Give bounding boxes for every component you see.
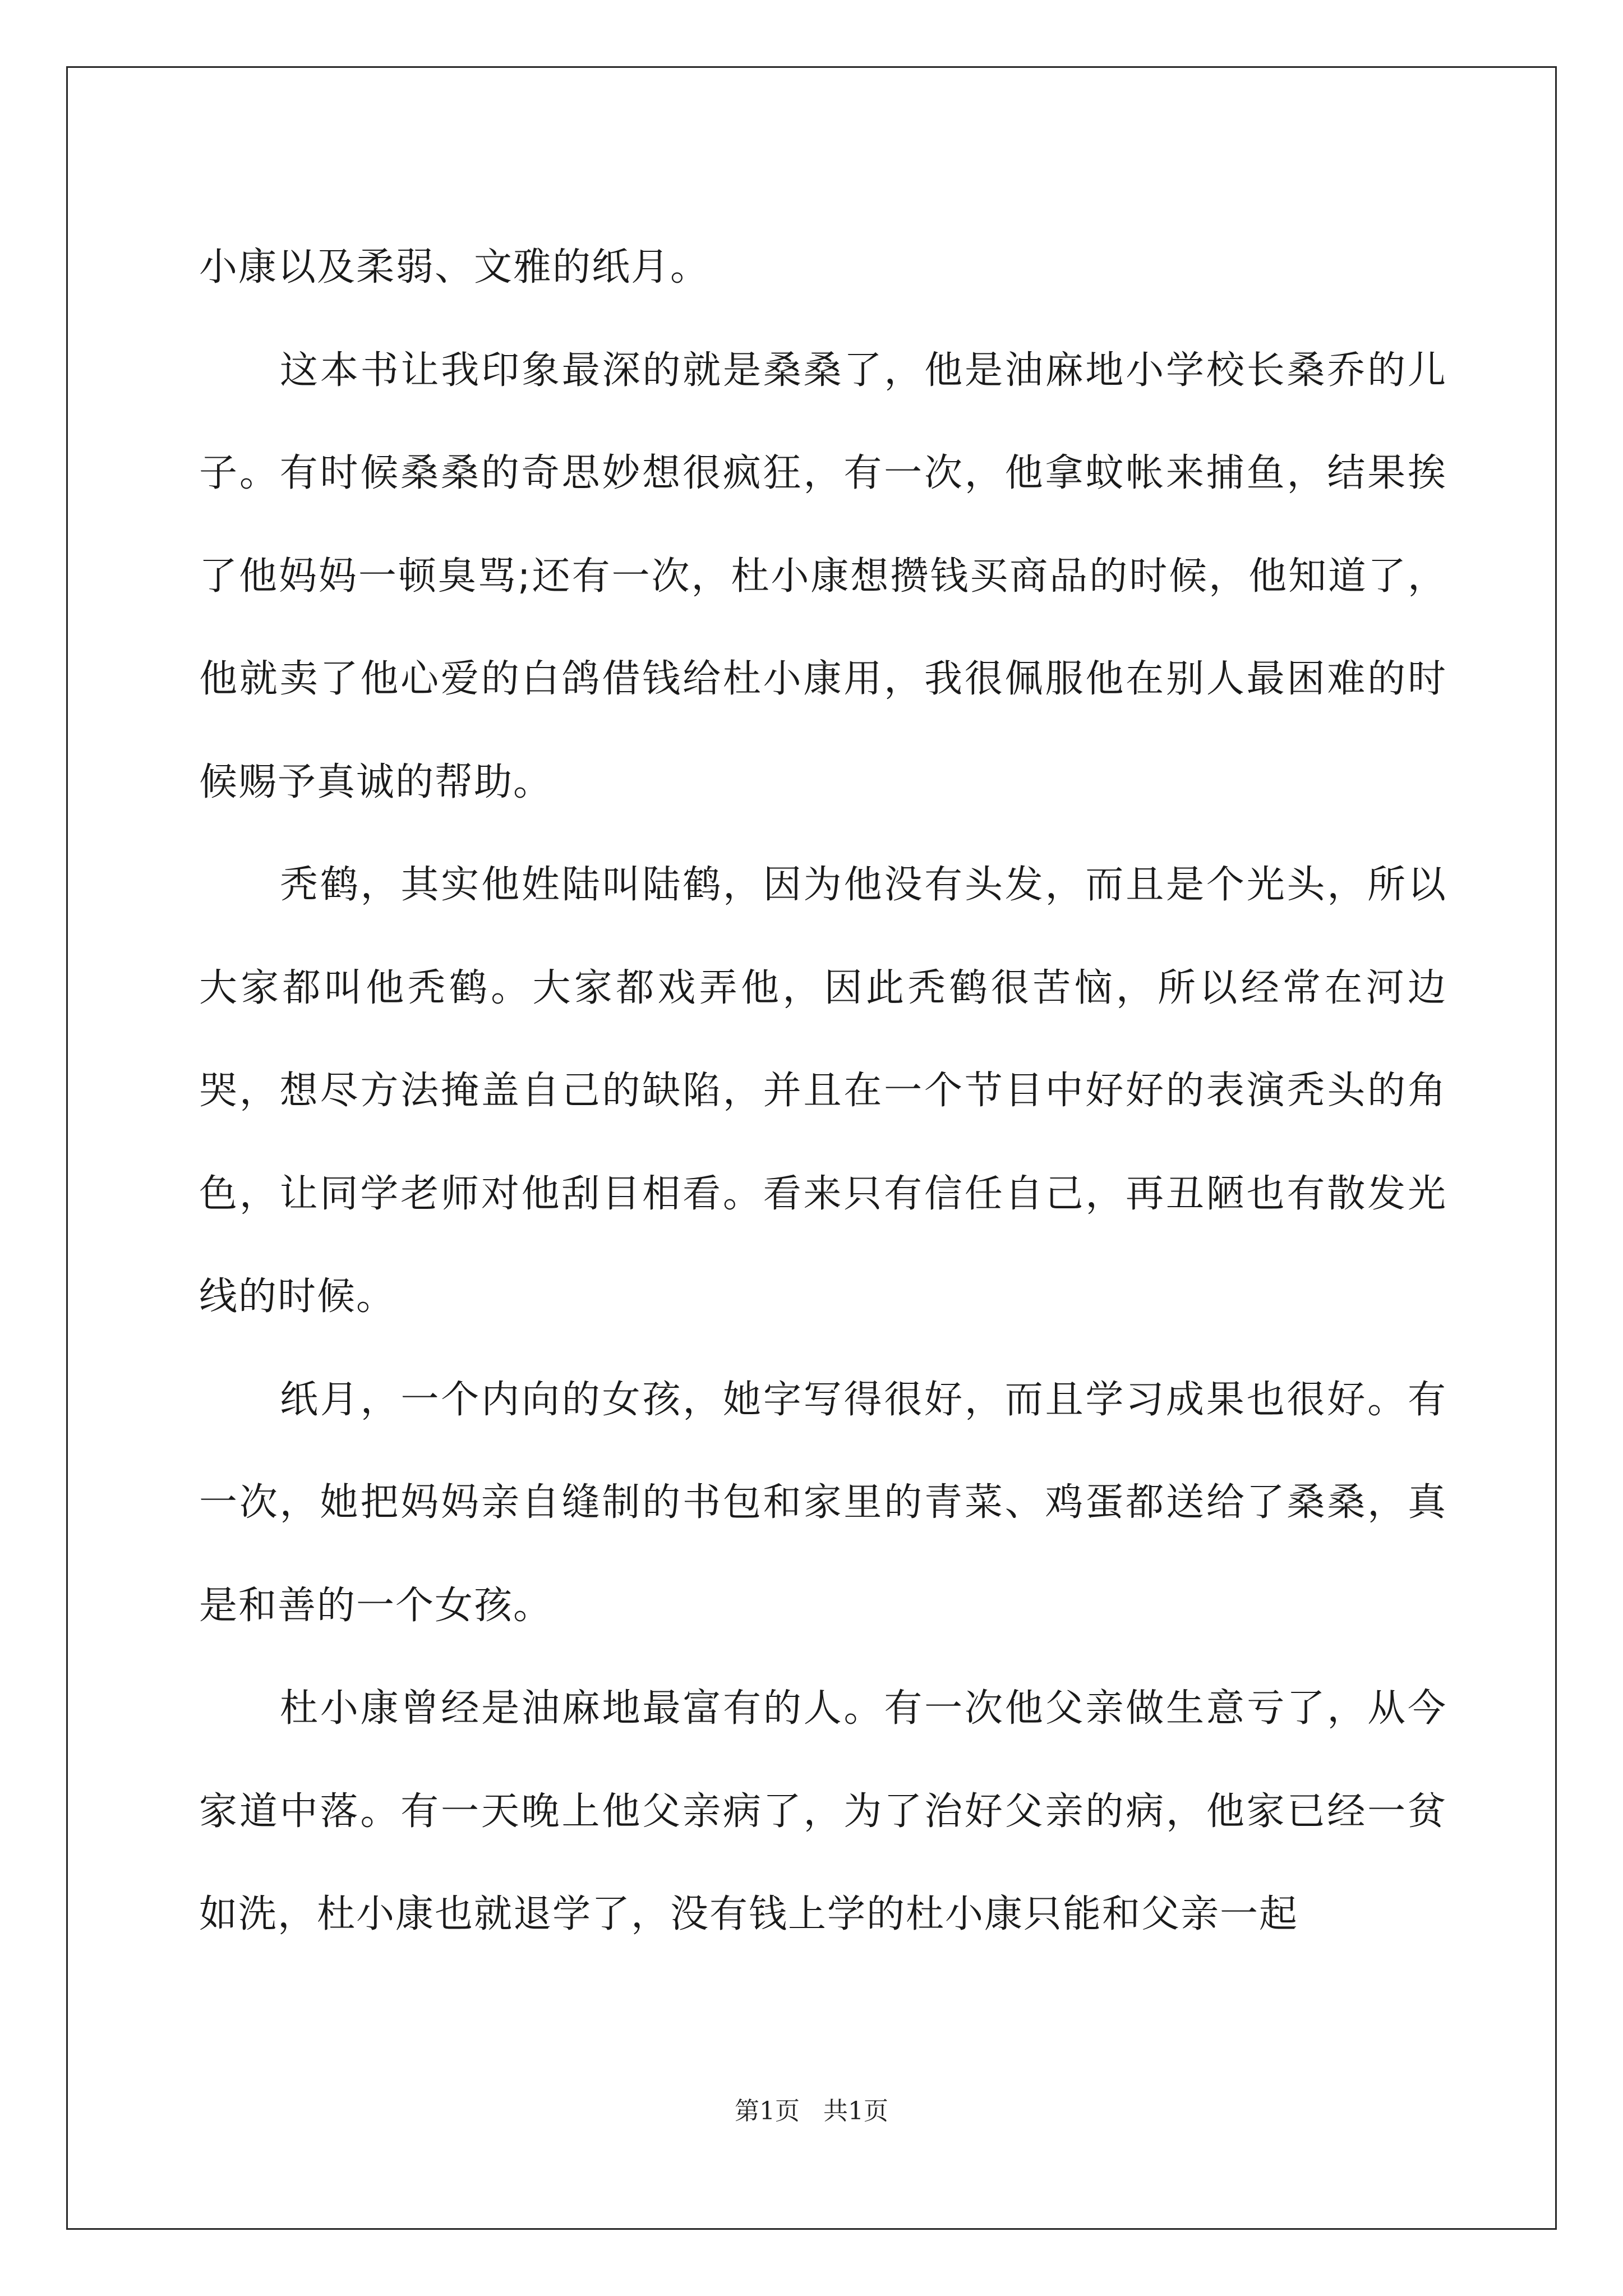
paragraph-2: 这本书让我印象最深的就是桑桑了，他是油麻地小学校长桑乔的儿子。有时候桑桑的奇思妙想很疯狂，有一次，他拿蚊帐来捕鱼，结果挨了他妈妈一顿臭骂;还有一次，杜小康想攒钱买商品的时候，他知道了，他就卖了他心爱的白鸽借钱给杜小康用，我很佩服他在别人最困难的时候赐予真诚的帮助。 xyxy=(199,348,1447,804)
paragraph-1: 小康以及柔弱、文雅的纸月。 xyxy=(199,245,710,289)
paragraph-3: 秃鹤，其实他姓陆叫陆鹤，因为他没有头发，而且是个光头，所以大家都叫他秃鹤。大家都戏弄他，因此秃鹤很苦恼，所以经常在河边哭，想尽方法掩盖自己的缺陷，并且在一个节目中好好的表演秃头的角色，让同学老师对他刮目相看。看来只有信任自己，再丑陋也有散发光线的时候。 xyxy=(199,863,1447,1319)
document-body xyxy=(199,216,1447,1966)
page-number-footer: 第1页 共1页 xyxy=(735,2097,888,2125)
paragraph-5: 杜小康曾经是油麻地最富有的人。有一次他父亲做生意亏了，从今家道中落。有一天晚上他父亲病了，为了治好父亲的病，他家已经一贫如洗，杜小康也就退学了，没有钱上学的杜小康只能和父亲一起 xyxy=(199,1686,1447,1936)
paragraph-4: 纸月，一个内向的女孩，她字写得很好，而且学习成果也很好。有一次，她把妈妈亲自缝制的书包和家里的青菜、鸡蛋都送给了桑桑，真是和善的一个女孩。 xyxy=(199,1377,1447,1628)
